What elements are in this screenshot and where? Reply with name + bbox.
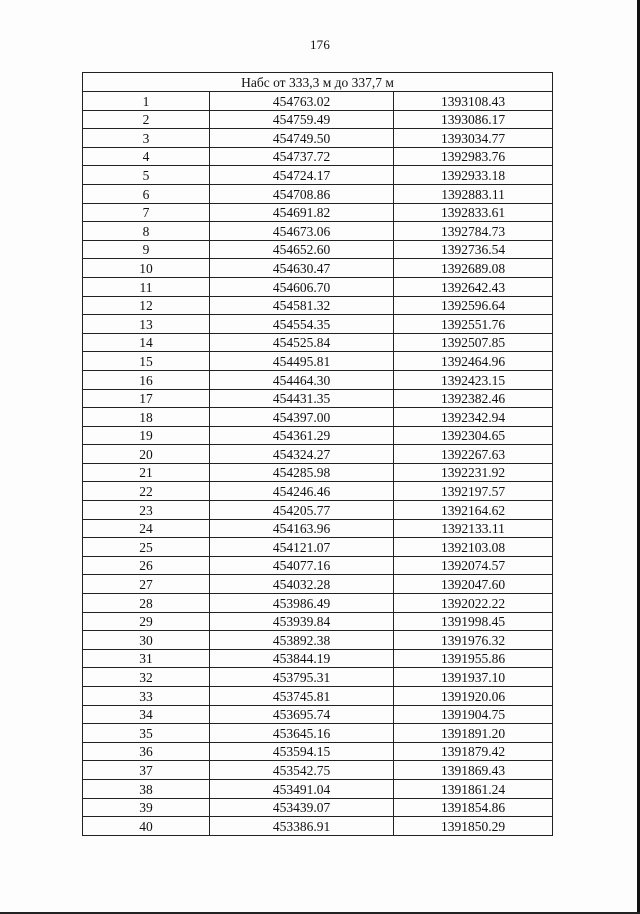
table-row (83, 649, 553, 668)
y-coordinate-cell: 1391861.24 (394, 779, 553, 798)
x-coordinate-cell: 454763.02 (210, 92, 394, 111)
x-coordinate-cell: 454361.29 (210, 426, 394, 445)
table-row (83, 594, 553, 613)
y-coordinate-cell: 1392074.57 (394, 556, 553, 575)
y-coordinate-cell: 1392736.54 (394, 240, 553, 259)
y-coordinate-cell: 1392022.22 (394, 594, 553, 613)
point-number-cell: 15 (83, 352, 210, 371)
point-number-cell: 35 (83, 724, 210, 743)
table-row (83, 240, 553, 259)
table-row (83, 798, 553, 817)
x-coordinate-cell: 454673.06 (210, 222, 394, 241)
table-row (83, 705, 553, 724)
y-coordinate-cell: 1392304.65 (394, 426, 553, 445)
y-coordinate-cell: 1391850.29 (394, 817, 553, 836)
y-coordinate-cell: 1392342.94 (394, 408, 553, 427)
table-row (83, 463, 553, 482)
y-coordinate-cell: 1393034.77 (394, 129, 553, 148)
y-coordinate-cell: 1392133.11 (394, 519, 553, 538)
table-row (83, 389, 553, 408)
point-number-cell: 36 (83, 742, 210, 761)
y-coordinate-cell: 1392596.64 (394, 296, 553, 315)
point-number-cell: 24 (83, 519, 210, 538)
point-number-cell: 38 (83, 779, 210, 798)
table-row (83, 203, 553, 222)
x-coordinate-cell: 454285.98 (210, 463, 394, 482)
y-coordinate-cell: 1392103.08 (394, 538, 553, 557)
table-row (83, 259, 553, 278)
point-number-cell: 39 (83, 798, 210, 817)
point-number-cell: 6 (83, 184, 210, 203)
x-coordinate-cell: 454652.60 (210, 240, 394, 259)
y-coordinate-cell: 1391998.45 (394, 612, 553, 631)
table-row (83, 370, 553, 389)
point-number-cell: 29 (83, 612, 210, 631)
x-coordinate-cell: 454163.96 (210, 519, 394, 538)
point-number-cell: 22 (83, 482, 210, 501)
table-row (83, 817, 553, 836)
y-coordinate-cell: 1391879.42 (394, 742, 553, 761)
y-coordinate-cell: 1392197.57 (394, 482, 553, 501)
x-coordinate-cell: 454121.07 (210, 538, 394, 557)
x-coordinate-cell: 454495.81 (210, 352, 394, 371)
table-body (83, 92, 553, 836)
y-coordinate-cell: 1392983.76 (394, 147, 553, 166)
x-coordinate-cell: 454525.84 (210, 333, 394, 352)
y-coordinate-cell: 1391920.06 (394, 687, 553, 706)
x-coordinate-cell: 453695.74 (210, 705, 394, 724)
y-coordinate-cell: 1392933.18 (394, 166, 553, 185)
x-coordinate-cell: 454554.35 (210, 315, 394, 334)
x-coordinate-cell: 453439.07 (210, 798, 394, 817)
table-row (83, 575, 553, 594)
x-coordinate-cell: 454606.70 (210, 277, 394, 296)
point-number-cell: 31 (83, 649, 210, 668)
point-number-cell: 14 (83, 333, 210, 352)
table-row (83, 742, 553, 761)
x-coordinate-cell: 453594.15 (210, 742, 394, 761)
y-coordinate-cell: 1392382.46 (394, 389, 553, 408)
point-number-cell: 26 (83, 556, 210, 575)
y-coordinate-cell: 1392833.61 (394, 203, 553, 222)
x-coordinate-cell: 454205.77 (210, 501, 394, 520)
table-row (83, 724, 553, 743)
x-coordinate-cell: 453745.81 (210, 687, 394, 706)
x-coordinate-cell: 454464.30 (210, 370, 394, 389)
x-coordinate-cell: 453491.04 (210, 779, 394, 798)
table-row (83, 538, 553, 557)
table-row (83, 147, 553, 166)
y-coordinate-cell: 1392689.08 (394, 259, 553, 278)
y-coordinate-cell: 1391891.20 (394, 724, 553, 743)
point-number-cell: 40 (83, 817, 210, 836)
table-row (83, 556, 553, 575)
table-row (83, 296, 553, 315)
x-coordinate-cell: 454630.47 (210, 259, 394, 278)
table-header-row (83, 73, 553, 92)
x-coordinate-cell: 454581.32 (210, 296, 394, 315)
y-coordinate-cell: 1392423.15 (394, 370, 553, 389)
table-row (83, 333, 553, 352)
y-coordinate-cell: 1392551.76 (394, 315, 553, 334)
y-coordinate-cell: 1392267.63 (394, 445, 553, 464)
coordinates-table (82, 72, 553, 836)
point-number-cell: 10 (83, 259, 210, 278)
point-number-cell: 8 (83, 222, 210, 241)
table-row (83, 519, 553, 538)
x-coordinate-cell: 454759.49 (210, 110, 394, 129)
point-number-cell: 13 (83, 315, 210, 334)
x-coordinate-cell: 453795.31 (210, 668, 394, 687)
y-coordinate-cell: 1392507.85 (394, 333, 553, 352)
point-number-cell: 19 (83, 426, 210, 445)
table-row (83, 426, 553, 445)
table-row (83, 92, 553, 111)
point-number-cell: 25 (83, 538, 210, 557)
x-coordinate-cell: 454749.50 (210, 129, 394, 148)
point-number-cell: 4 (83, 147, 210, 166)
table-row (83, 501, 553, 520)
x-coordinate-cell: 454431.35 (210, 389, 394, 408)
table-row (83, 110, 553, 129)
table-row (83, 482, 553, 501)
table-row (83, 779, 553, 798)
x-coordinate-cell: 453892.38 (210, 631, 394, 650)
point-number-cell: 33 (83, 687, 210, 706)
point-number-cell: 2 (83, 110, 210, 129)
point-number-cell: 1 (83, 92, 210, 111)
y-coordinate-cell: 1391976.32 (394, 631, 553, 650)
y-coordinate-cell: 1392784.73 (394, 222, 553, 241)
x-coordinate-cell: 454246.46 (210, 482, 394, 501)
point-number-cell: 18 (83, 408, 210, 427)
x-coordinate-cell: 453939.84 (210, 612, 394, 631)
page-number: 176 (309, 37, 331, 52)
x-coordinate-cell: 454737.72 (210, 147, 394, 166)
table-row (83, 631, 553, 650)
table-row (83, 761, 553, 780)
x-coordinate-cell: 454032.28 (210, 575, 394, 594)
x-coordinate-cell: 454724.17 (210, 166, 394, 185)
y-coordinate-cell: 1393086.17 (394, 110, 553, 129)
y-coordinate-cell: 1393108.43 (394, 92, 553, 111)
x-coordinate-cell: 453986.49 (210, 594, 394, 613)
table-row (83, 445, 553, 464)
table-row (83, 668, 553, 687)
point-number-cell: 23 (83, 501, 210, 520)
table-header: Набс от 333,3 м до 337,7 м (83, 73, 553, 92)
x-coordinate-cell: 453844.19 (210, 649, 394, 668)
point-number-cell: 21 (83, 463, 210, 482)
x-coordinate-cell: 454708.86 (210, 184, 394, 203)
table-row (83, 408, 553, 427)
x-coordinate-cell: 454691.82 (210, 203, 394, 222)
point-number-cell: 3 (83, 129, 210, 148)
point-number-cell: 5 (83, 166, 210, 185)
x-coordinate-cell: 454077.16 (210, 556, 394, 575)
y-coordinate-cell: 1392464.96 (394, 352, 553, 371)
table-row (83, 687, 553, 706)
table-row (83, 222, 553, 241)
point-number-cell: 17 (83, 389, 210, 408)
table-row (83, 184, 553, 203)
x-coordinate-cell: 453386.91 (210, 817, 394, 836)
point-number-cell: 12 (83, 296, 210, 315)
table-row (83, 352, 553, 371)
point-number-cell: 30 (83, 631, 210, 650)
table-row (83, 129, 553, 148)
x-coordinate-cell: 453645.16 (210, 724, 394, 743)
y-coordinate-cell: 1391904.75 (394, 705, 553, 724)
table-row (83, 277, 553, 296)
y-coordinate-cell: 1391854.86 (394, 798, 553, 817)
y-coordinate-cell: 1391869.43 (394, 761, 553, 780)
point-number-cell: 9 (83, 240, 210, 259)
table-row (83, 612, 553, 631)
y-coordinate-cell: 1392642.43 (394, 277, 553, 296)
y-coordinate-cell: 1392047.60 (394, 575, 553, 594)
y-coordinate-cell: 1391937.10 (394, 668, 553, 687)
x-coordinate-cell: 454397.00 (210, 408, 394, 427)
y-coordinate-cell: 1392883.11 (394, 184, 553, 203)
y-coordinate-cell: 1392164.62 (394, 501, 553, 520)
point-number-cell: 11 (83, 277, 210, 296)
y-coordinate-cell: 1391955.86 (394, 649, 553, 668)
table-row (83, 166, 553, 185)
table-row (83, 315, 553, 334)
point-number-cell: 28 (83, 594, 210, 613)
x-coordinate-cell: 454324.27 (210, 445, 394, 464)
point-number-cell: 34 (83, 705, 210, 724)
x-coordinate-cell: 453542.75 (210, 761, 394, 780)
y-coordinate-cell: 1392231.92 (394, 463, 553, 482)
point-number-cell: 32 (83, 668, 210, 687)
point-number-cell: 7 (83, 203, 210, 222)
point-number-cell: 27 (83, 575, 210, 594)
point-number-cell: 20 (83, 445, 210, 464)
point-number-cell: 16 (83, 370, 210, 389)
point-number-cell: 37 (83, 761, 210, 780)
